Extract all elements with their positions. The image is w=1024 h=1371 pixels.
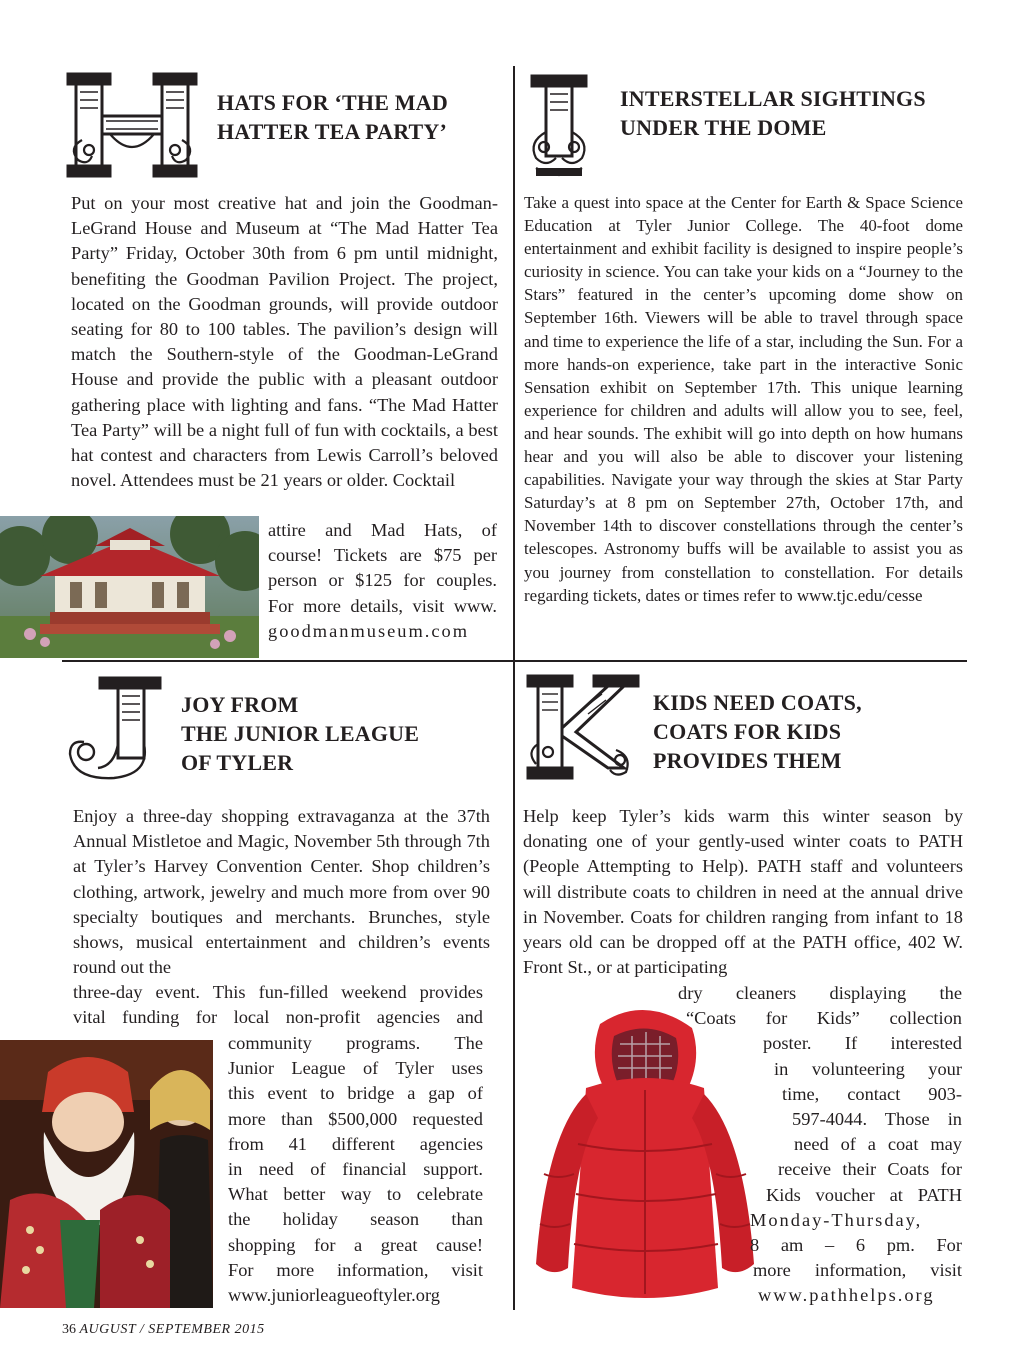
santa-photo — [0, 1040, 213, 1308]
text-line: need of a coat may — [794, 1134, 962, 1155]
text-line: For more details, visit www. — [268, 595, 497, 616]
headline-line: UNDER THE DOME — [620, 115, 827, 140]
text-line: poster. If interested — [763, 1033, 962, 1054]
headline-line: THE JUNIOR LEAGUE — [181, 721, 420, 746]
headline-line: JOY FROM — [181, 692, 299, 717]
headline-interstellar — [620, 84, 926, 142]
text-line: course! Tickets are $75 per — [268, 545, 497, 566]
text-line: dry cleaners displaying the — [678, 983, 962, 1003]
article-joy-body: Enjoy a three-day shopping extravaganza at the 37th Annual Mistletoe and Magic, November 5th through 7th at Tyler’s Harvey Convention Center. Shop children’s clothing, artwork, jewelry and much more from over 90 specialty boutiques and merchants. Brunches, style shows, musical entertainment and children’s events round out the — [73, 806, 490, 978]
text-line: in need of financial support. — [228, 1159, 483, 1180]
text-line: more than $500,000 requested — [228, 1108, 483, 1129]
text-line: receive their Coats for — [778, 1159, 962, 1180]
row-divider — [62, 660, 967, 662]
text-line: community programs. The — [228, 1033, 483, 1053]
drop-cap-i-icon — [522, 72, 602, 182]
drop-cap-h-icon — [62, 70, 202, 182]
article-kids-wrap — [678, 981, 962, 1309]
headline-hats — [217, 88, 448, 146]
headline-joy — [181, 690, 419, 777]
text-line: this event to bridge a gap of — [228, 1083, 483, 1104]
text-line: Junior League of Tyler uses — [228, 1058, 483, 1079]
headline-kids — [653, 688, 862, 775]
drop-cap-k-icon — [524, 672, 644, 784]
article-joy-wrap — [228, 1031, 483, 1308]
column-divider-bottom — [513, 662, 515, 1310]
text-line: attire and Mad Hats, of — [268, 520, 497, 540]
text-line: from 41 different agencies — [228, 1133, 483, 1154]
text-line: For more information, visit — [228, 1259, 483, 1280]
headline-line: HATTER TEA PARTY’ — [217, 119, 447, 144]
text-line: 597-4044. Those in — [792, 1109, 962, 1130]
text-line: www.juniorleagueoftyler.org — [228, 1285, 440, 1306]
issue-label: AUGUST / SEPTEMBER 2015 — [79, 1322, 265, 1337]
text-line: “Coats for Kids” collection — [686, 1008, 962, 1029]
article-hats-wrap — [268, 518, 497, 644]
headline-line: OF TYLER — [181, 750, 294, 775]
article-joy-mid — [73, 980, 483, 1030]
text-line: three-day event. This fun-filled weekend provides — [73, 982, 483, 1002]
text-line: in volunteering your — [774, 1058, 962, 1079]
text-line: more information, visit — [753, 1260, 962, 1281]
drop-cap-j-icon — [62, 674, 166, 786]
text-line: www.pathhelps.org — [758, 1285, 935, 1306]
headline-line: KIDS NEED COATS, — [653, 690, 862, 715]
text-line: Kids voucher at PATH — [766, 1184, 962, 1205]
page-footer — [62, 1322, 265, 1338]
headline-line: PROVIDES THEM — [653, 748, 842, 773]
page-number: 36 — [62, 1322, 76, 1337]
text-line: Monday-Thursday, — [750, 1209, 923, 1230]
text-line: goodmanmuseum.com — [268, 620, 470, 641]
article-kids-body: Help keep Tyler’s kids warm this winter season by donating one of your gently-used winter coats to PATH (People Attempting to Help). PATH staff and volunteers will distribute coats to children in need at the annual drive in November. Coats for children ranging from infant to 18 years old can be dropped off at the PATH office, 402 W. Front St., or at participating — [523, 806, 963, 978]
column-divider-top — [513, 66, 515, 660]
text-line: vital funding for local non-profit agencies and — [73, 1007, 483, 1028]
article-interstellar-body: Take a quest into space at the Center for Earth & Space Science Education at Tyler Junior College. The 40-foot dome entertainment and exhibit facility is designed to inspire people’s curiosity in science. You can take your kids on a “Journey to the Stars” featured in the center’s upcoming dome show on September 16th. Viewers will be able to travel through space and time to experience the life of a star, including the Sun. For a more hands-on experience, take part in the interactive Sonic Sensation exhibit on September 17th. This unique learning experience for children and adults will allow you to see, feel, and hear sounds. The exhibit will go into depth on how humans hear and you will also be able to discover your listening capabilities. Navigate your way through the skies at Star Party Saturday’s at 8 pm on September 27th, October 17th, and November 14th to discover constellations through the center’s telescopes. Astronomy buffs will be available to assist you as you journey from constellation to constellation. For details regarding tickets, dates or times refer to www.tjc.edu/cesse — [524, 193, 963, 605]
article-hats-body: Put on your most creative hat and join the Goodman-LeGrand House and Museum at “The Mad Hatter Tea Party” Friday, October 30th from 6 pm until midnight, benefiting the Goodman Pavilion Project. The project, located on the Goodman grounds, will provide outdoor seating for 80 to 100 tables. The pavilion’s design will match the Southern-style of the Goodman-LeGrand House and provide the public with a pleasant outdoor gathering place with lighting and fans. “The Mad Hatter Tea Party” will be a night full of fun with cocktails, a best hat contest and characters from Lewis Carroll’s beloved novel. Attendees must be 21 years or older. Cocktail — [71, 193, 498, 491]
headline-line: INTERSTELLAR SIGHTINGS — [620, 86, 926, 111]
text-line: time, contact 903- — [782, 1083, 962, 1104]
headline-line: HATS FOR ‘THE MAD — [217, 90, 448, 115]
headline-line: COATS FOR KIDS — [653, 719, 842, 744]
text-line: person or $125 for couples. — [268, 570, 497, 591]
text-line: the holiday season than — [228, 1209, 483, 1230]
text-line: shopping for a great cause! — [228, 1234, 483, 1255]
text-line: 8 am – 6 pm. For — [750, 1235, 962, 1256]
text-line: What better way to celebrate — [228, 1184, 483, 1205]
pavilion-photo — [0, 516, 259, 658]
